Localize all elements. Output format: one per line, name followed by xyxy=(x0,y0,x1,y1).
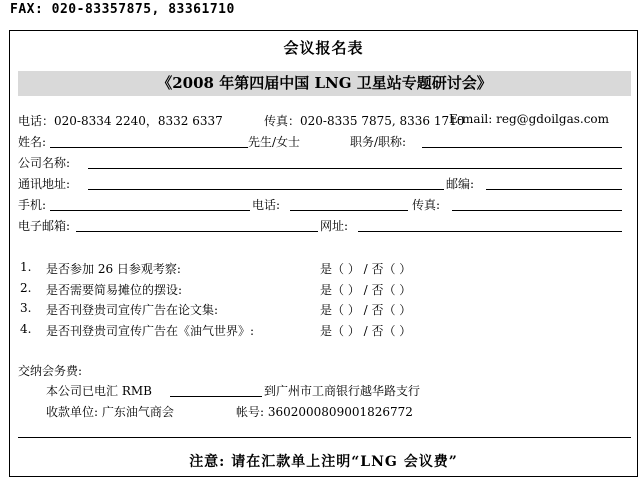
website-field[interactable] xyxy=(358,231,622,232)
question-answer[interactable]: 是（ ） / 否（ ） xyxy=(320,324,412,338)
gender-label: 先生/女士 xyxy=(248,135,301,149)
tel-label: 电话: xyxy=(252,198,281,212)
question-num: 3. xyxy=(20,301,32,315)
footer-divider xyxy=(18,437,631,438)
payment-heading: 交纳会务费: xyxy=(18,364,83,378)
bank-account: 帐号: 3602000809001826772 xyxy=(236,405,413,419)
fax-header: FAX: 020-83357875, 83361710 xyxy=(10,2,235,17)
registration-form xyxy=(9,30,638,477)
fax-label: 传真: xyxy=(412,198,441,212)
form-title: 会议报名表 xyxy=(283,39,364,57)
company-field[interactable] xyxy=(88,168,622,169)
fax-field[interactable] xyxy=(452,210,622,211)
website-label: 网址: xyxy=(320,219,349,233)
contact-phone: 电话：020-8334 2240，8332 6337 xyxy=(18,114,223,128)
payment-note: 注意: 请在汇款单上注明“LNG 会议费” xyxy=(189,454,458,470)
question-text: 是否参加 26 日参观考察: xyxy=(46,262,181,276)
contact-email: E-mail: reg@gdoilgas.com xyxy=(449,112,610,126)
tel-field[interactable] xyxy=(290,210,408,211)
company-label: 公司名称: xyxy=(18,156,71,170)
position-label: 职务/职称: xyxy=(350,135,407,149)
question-answer[interactable]: 是（ ） / 否（ ） xyxy=(320,303,412,317)
contact-fax: 传真：020-8335 7875, 8336 1710 xyxy=(264,114,465,128)
postcode-label: 邮编: xyxy=(446,177,475,191)
position-field[interactable] xyxy=(422,147,622,148)
rmb-amount-field[interactable] xyxy=(170,396,262,397)
question-text: 是否需要简易摊位的摆设: xyxy=(46,283,183,297)
question-num: 1. xyxy=(20,260,32,274)
question-num: 4. xyxy=(20,322,32,336)
mobile-label: 手机: xyxy=(18,198,47,212)
conference-subject: 《2008 年第四届中国 LNG 卫星站专题研讨会》 xyxy=(18,71,631,96)
email-field[interactable] xyxy=(76,231,318,232)
question-text: 是否刊登贵司宣传广告在《油气世界》: xyxy=(46,324,255,338)
remitted-prefix: 本公司已电汇 RMB xyxy=(46,384,152,398)
question-num: 2. xyxy=(20,281,32,295)
payee: 收款单位: 广东油气商会 xyxy=(46,405,174,419)
mobile-field[interactable] xyxy=(50,210,250,211)
remitted-bank: 到广州市工商银行越华路支行 xyxy=(264,384,421,398)
postcode-field[interactable] xyxy=(486,189,622,190)
address-label: 通讯地址: xyxy=(18,177,71,191)
question-answer[interactable]: 是（ ） / 否（ ） xyxy=(320,283,412,297)
name-field[interactable] xyxy=(50,147,248,148)
question-text: 是否刊登贵司宣传广告在论文集: xyxy=(46,303,219,317)
name-label: 姓名: xyxy=(18,135,47,149)
email-label: 电子邮箱: xyxy=(18,219,71,233)
question-answer[interactable]: 是（ ） / 否（ ） xyxy=(320,262,412,276)
address-field[interactable] xyxy=(88,189,444,190)
